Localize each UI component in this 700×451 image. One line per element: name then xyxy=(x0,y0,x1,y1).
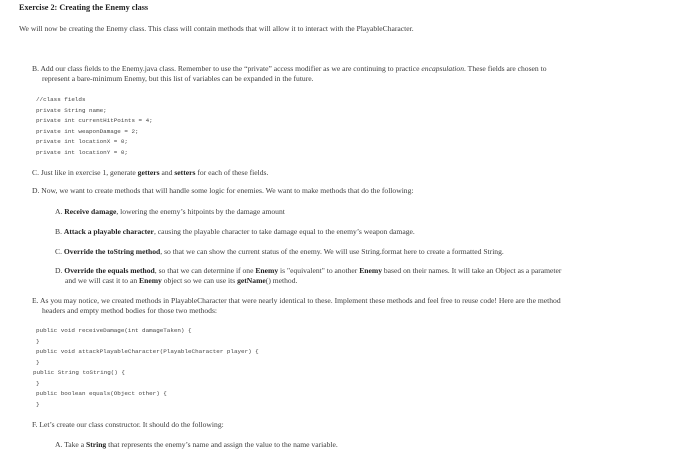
code-line: private int locationY = 0; xyxy=(36,148,128,156)
code-line: } xyxy=(36,400,40,408)
step-b-line1: B. Add our class fields to the Enemy.java class. Remember to use the “private” access modifier as we are continuing to practice encapsulation. These fields are chosen to xyxy=(32,64,547,73)
step-e-line2: headers and empty method bodies for those two methods: xyxy=(42,306,218,315)
step-e-line1: E. As you may notice, we created methods in PlayableCharacter that were nearly identical to these. Implement these methods and feel free to reuse code! Here are the method xyxy=(32,296,561,305)
code-line: //class fields xyxy=(36,96,86,103)
step-b-line2: represent a bare-minimum Enemy, but this list of variables can be expanded in the future. xyxy=(42,74,314,83)
intro-paragraph: We will now be creating the Enemy class. This class will contain methods that will allow it to interact with the PlayableCharacter. xyxy=(19,24,414,33)
code-line: } xyxy=(36,379,40,387)
code-line: public boolean equals(Object other) { xyxy=(36,390,167,397)
step-d-item-d-line1: D. Override the equals method, so that we can determine if one Enemy is "equivalent" to another Enemy based on their names. It will take an Object as a parameter xyxy=(55,266,562,275)
code-line: } xyxy=(36,358,40,366)
step-d-item-c: C. Override the toString method, so that we can show the current status of the enemy. We will use String.format here to create a formatted String. xyxy=(55,247,504,256)
step-c: C. Just like in exercise 1, generate getters and setters for each of these fields. xyxy=(32,168,269,177)
step-f-intro: F. Let’s create our class constructor. It should do the following: xyxy=(32,420,224,429)
step-d-intro: D. Now, we want to create methods that will handle some logic for enemies. We want to make methods that do the following: xyxy=(32,186,414,195)
code-line: public void receiveDamage(int damageTaken) { xyxy=(36,327,192,334)
step-d-item-a: A. Receive damage, lowering the enemy’s hitpoints by the damage amount xyxy=(55,207,285,216)
code-line: private int currentHitPoints = 4; xyxy=(36,117,153,124)
code-line: private String name; xyxy=(36,106,107,114)
code-line: private int locationX = 0; xyxy=(36,138,128,145)
code-line: public void attackPlayableCharacter(PlayableCharacter player) { xyxy=(36,348,259,355)
step-f-item-a: A. Take a String that represents the enemy’s name and assign the value to the name variable. xyxy=(55,440,338,449)
code-line: private int weaponDamage = 2; xyxy=(36,127,139,135)
code-line: public String toString() { xyxy=(33,369,125,376)
step-d-item-d-line2: and we will cast it to an Enemy object so we can use its getName() method. xyxy=(65,276,298,285)
code-line: } xyxy=(36,337,40,345)
step-d-item-b: B. Attack a playable character, causing the playable character to take damage equal to the enemy’s weapon damage. xyxy=(55,227,415,236)
exercise-title: Exercise 2: Creating the Enemy class xyxy=(19,3,149,12)
